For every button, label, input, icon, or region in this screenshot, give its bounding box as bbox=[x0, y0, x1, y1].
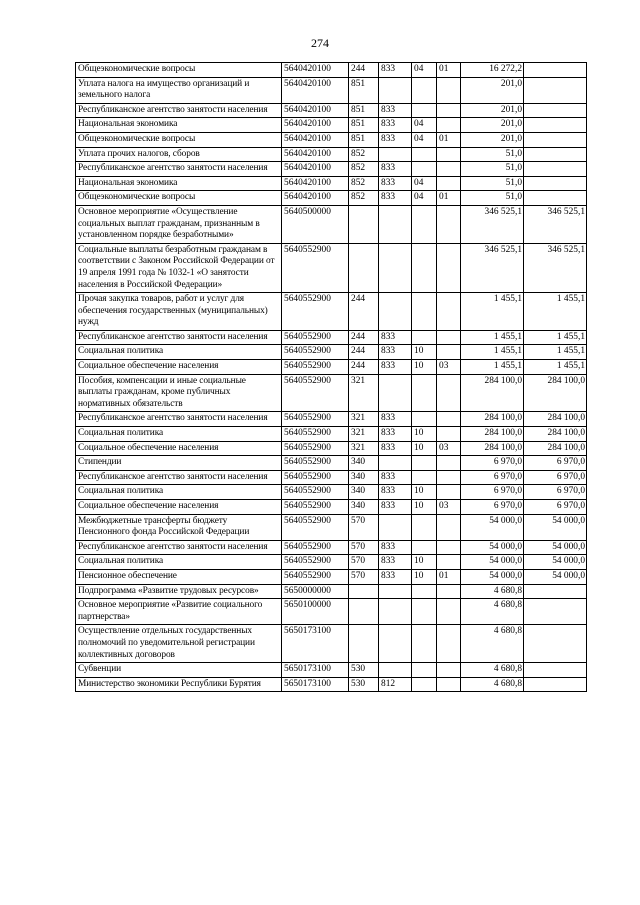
amount-2-cell bbox=[524, 663, 587, 678]
admin-code-cell bbox=[379, 514, 412, 540]
amount-2-cell: 54 000,0 bbox=[524, 555, 587, 570]
table-row bbox=[76, 132, 587, 147]
table-row bbox=[76, 345, 587, 360]
amount-2-cell: 284 100,0 bbox=[524, 441, 587, 456]
item-name-cell: Республиканское агентство занятости населения bbox=[76, 470, 282, 485]
admin-code-cell: 833 bbox=[379, 132, 412, 147]
item-name-cell: Межбюджетные трансферты бюджету Пенсионного фонда Российской Федерации bbox=[76, 514, 282, 540]
subsection-cell bbox=[437, 118, 461, 133]
expense-type-cell: 244 bbox=[349, 330, 379, 345]
amount-cell: 54 000,0 bbox=[461, 555, 524, 570]
table-row bbox=[76, 514, 587, 540]
amount-2-cell bbox=[524, 191, 587, 206]
item-name-cell: Социальные выплаты безработным гражданам в соответствии с Законом Российской Федерации от 19 апреля 1991 года № 1032-1 «О занятости населения в Российской Федерации» bbox=[76, 243, 282, 292]
amount-2-cell bbox=[524, 677, 587, 692]
expense-type-cell bbox=[349, 205, 379, 243]
subsection-cell: 01 bbox=[437, 569, 461, 584]
amount-2-cell bbox=[524, 63, 587, 78]
amount-cell: 4 680,8 bbox=[461, 663, 524, 678]
table-row bbox=[76, 103, 587, 118]
expense-type-cell: 851 bbox=[349, 77, 379, 103]
amount-2-cell: 284 100,0 bbox=[524, 412, 587, 427]
section-cell bbox=[412, 663, 437, 678]
page-number: 274 bbox=[311, 36, 329, 50]
subsection-cell: 03 bbox=[437, 441, 461, 456]
item-name-cell: Основное мероприятие «Развитие социального партнерства» bbox=[76, 599, 282, 625]
admin-code-cell: 833 bbox=[379, 540, 412, 555]
admin-code-cell: 833 bbox=[379, 412, 412, 427]
table-row bbox=[76, 500, 587, 515]
target-code-cell: 5650173100 bbox=[282, 663, 349, 678]
target-code-cell: 5650173100 bbox=[282, 625, 349, 663]
table-row bbox=[76, 677, 587, 692]
subsection-cell bbox=[437, 485, 461, 500]
expense-type-cell: 570 bbox=[349, 540, 379, 555]
item-name-cell: Министерство экономики Республики Бурятия bbox=[76, 677, 282, 692]
subsection-cell bbox=[437, 374, 461, 412]
amount-cell: 4 680,8 bbox=[461, 677, 524, 692]
section-cell bbox=[412, 514, 437, 540]
amount-2-cell: 54 000,0 bbox=[524, 514, 587, 540]
admin-code-cell: 812 bbox=[379, 677, 412, 692]
amount-cell: 51,0 bbox=[461, 162, 524, 177]
amount-2-cell: 1 455,1 bbox=[524, 293, 587, 331]
amount-cell: 51,0 bbox=[461, 147, 524, 162]
table-row bbox=[76, 555, 587, 570]
admin-code-cell bbox=[379, 77, 412, 103]
section-cell: 04 bbox=[412, 118, 437, 133]
subsection-cell bbox=[437, 663, 461, 678]
section-cell bbox=[412, 599, 437, 625]
amount-cell: 16 272,2 bbox=[461, 63, 524, 78]
amount-2-cell bbox=[524, 599, 587, 625]
target-code-cell: 5640552900 bbox=[282, 345, 349, 360]
section-cell bbox=[412, 540, 437, 555]
table-row bbox=[76, 77, 587, 103]
table-row bbox=[76, 625, 587, 663]
table-row bbox=[76, 374, 587, 412]
amount-cell: 346 525,1 bbox=[461, 205, 524, 243]
subsection-cell bbox=[437, 470, 461, 485]
amount-2-cell: 6 970,0 bbox=[524, 500, 587, 515]
amount-2-cell: 284 100,0 bbox=[524, 374, 587, 412]
item-name-cell: Социальное обеспечение населения bbox=[76, 441, 282, 456]
amount-cell: 1 455,1 bbox=[461, 360, 524, 375]
amount-2-cell: 346 525,1 bbox=[524, 205, 587, 243]
item-name-cell: Основное мероприятие «Осуществление социальных выплат гражданам, признанным в установленном порядке безработными» bbox=[76, 205, 282, 243]
section-cell bbox=[412, 162, 437, 177]
target-code-cell: 5640552900 bbox=[282, 360, 349, 375]
expense-type-cell: 340 bbox=[349, 485, 379, 500]
admin-code-cell bbox=[379, 456, 412, 471]
admin-code-cell: 833 bbox=[379, 63, 412, 78]
expense-type-cell: 851 bbox=[349, 103, 379, 118]
subsection-cell bbox=[437, 330, 461, 345]
section-cell bbox=[412, 205, 437, 243]
admin-code-cell bbox=[379, 147, 412, 162]
table-row bbox=[76, 330, 587, 345]
item-name-cell: Социальная политика bbox=[76, 485, 282, 500]
section-cell: 10 bbox=[412, 427, 437, 442]
section-cell bbox=[412, 374, 437, 412]
section-cell bbox=[412, 103, 437, 118]
expense-type-cell: 340 bbox=[349, 500, 379, 515]
amount-2-cell: 1 455,1 bbox=[524, 345, 587, 360]
target-code-cell: 5640552900 bbox=[282, 540, 349, 555]
target-code-cell: 5650000000 bbox=[282, 584, 349, 599]
item-name-cell: Подпрограмма «Развитие трудовых ресурсов» bbox=[76, 584, 282, 599]
subsection-cell: 01 bbox=[437, 63, 461, 78]
target-code-cell: 5640552900 bbox=[282, 555, 349, 570]
section-cell: 10 bbox=[412, 555, 437, 570]
amount-cell: 284 100,0 bbox=[461, 427, 524, 442]
amount-2-cell: 346 525,1 bbox=[524, 243, 587, 292]
table-row bbox=[76, 470, 587, 485]
amount-2-cell: 6 970,0 bbox=[524, 456, 587, 471]
section-cell bbox=[412, 412, 437, 427]
subsection-cell: 03 bbox=[437, 360, 461, 375]
admin-code-cell: 833 bbox=[379, 103, 412, 118]
section-cell: 10 bbox=[412, 500, 437, 515]
table-row bbox=[76, 176, 587, 191]
amount-cell: 201,0 bbox=[461, 77, 524, 103]
table-row bbox=[76, 191, 587, 206]
target-code-cell: 5640420100 bbox=[282, 118, 349, 133]
amount-cell: 54 000,0 bbox=[461, 569, 524, 584]
admin-code-cell: 833 bbox=[379, 500, 412, 515]
amount-2-cell bbox=[524, 162, 587, 177]
table-row bbox=[76, 162, 587, 177]
section-cell bbox=[412, 147, 437, 162]
amount-2-cell: 54 000,0 bbox=[524, 569, 587, 584]
admin-code-cell: 833 bbox=[379, 360, 412, 375]
section-cell bbox=[412, 677, 437, 692]
item-name-cell: Социальное обеспечение населения bbox=[76, 360, 282, 375]
subsection-cell bbox=[437, 514, 461, 540]
table-row bbox=[76, 569, 587, 584]
expense-type-cell: 244 bbox=[349, 360, 379, 375]
target-code-cell: 5640552900 bbox=[282, 374, 349, 412]
admin-code-cell bbox=[379, 625, 412, 663]
admin-code-cell: 833 bbox=[379, 330, 412, 345]
amount-cell: 6 970,0 bbox=[461, 456, 524, 471]
subsection-cell bbox=[437, 584, 461, 599]
amount-cell: 284 100,0 bbox=[461, 374, 524, 412]
target-code-cell: 5640420100 bbox=[282, 63, 349, 78]
admin-code-cell bbox=[379, 205, 412, 243]
subsection-cell: 01 bbox=[437, 191, 461, 206]
table-row bbox=[76, 663, 587, 678]
admin-code-cell bbox=[379, 374, 412, 412]
table-row bbox=[76, 456, 587, 471]
section-cell bbox=[412, 625, 437, 663]
amount-2-cell: 6 970,0 bbox=[524, 470, 587, 485]
budget-table bbox=[75, 62, 587, 692]
item-name-cell: Республиканское агентство занятости населения bbox=[76, 540, 282, 555]
target-code-cell: 5640552900 bbox=[282, 514, 349, 540]
section-cell bbox=[412, 470, 437, 485]
target-code-cell: 5640500000 bbox=[282, 205, 349, 243]
target-code-cell: 5640552900 bbox=[282, 500, 349, 515]
item-name-cell: Социальная политика bbox=[76, 555, 282, 570]
amount-2-cell: 284 100,0 bbox=[524, 427, 587, 442]
expense-type-cell: 340 bbox=[349, 470, 379, 485]
target-code-cell: 5640420100 bbox=[282, 191, 349, 206]
expense-type-cell: 340 bbox=[349, 456, 379, 471]
expense-type-cell: 321 bbox=[349, 441, 379, 456]
item-name-cell: Республиканское агентство занятости населения bbox=[76, 330, 282, 345]
target-code-cell: 5640552900 bbox=[282, 485, 349, 500]
subsection-cell bbox=[437, 205, 461, 243]
admin-code-cell bbox=[379, 243, 412, 292]
expense-type-cell: 852 bbox=[349, 162, 379, 177]
target-code-cell: 5640552900 bbox=[282, 569, 349, 584]
amount-2-cell bbox=[524, 132, 587, 147]
item-name-cell: Осуществление отдельных государственных полномочий по уведомительной регистрации коллективных договоров bbox=[76, 625, 282, 663]
expense-type-cell bbox=[349, 584, 379, 599]
expense-type-cell: 244 bbox=[349, 345, 379, 360]
target-code-cell: 5640420100 bbox=[282, 162, 349, 177]
table-row bbox=[76, 147, 587, 162]
subsection-cell bbox=[437, 77, 461, 103]
amount-2-cell: 1 455,1 bbox=[524, 330, 587, 345]
amount-cell: 54 000,0 bbox=[461, 540, 524, 555]
table-row bbox=[76, 118, 587, 133]
section-cell bbox=[412, 584, 437, 599]
admin-code-cell: 833 bbox=[379, 441, 412, 456]
target-code-cell: 5640420100 bbox=[282, 132, 349, 147]
admin-code-cell: 833 bbox=[379, 555, 412, 570]
expense-type-cell: 244 bbox=[349, 293, 379, 331]
expense-type-cell bbox=[349, 625, 379, 663]
section-cell bbox=[412, 243, 437, 292]
subsection-cell bbox=[437, 555, 461, 570]
amount-2-cell: 54 000,0 bbox=[524, 540, 587, 555]
subsection-cell bbox=[437, 243, 461, 292]
item-name-cell: Республиканское агентство занятости населения bbox=[76, 103, 282, 118]
expense-type-cell: 852 bbox=[349, 191, 379, 206]
table-row bbox=[76, 599, 587, 625]
admin-code-cell bbox=[379, 599, 412, 625]
subsection-cell bbox=[437, 625, 461, 663]
table-row bbox=[76, 243, 587, 292]
target-code-cell: 5640552900 bbox=[282, 470, 349, 485]
amount-cell: 51,0 bbox=[461, 191, 524, 206]
section-cell bbox=[412, 293, 437, 331]
target-code-cell: 5640552900 bbox=[282, 427, 349, 442]
expense-type-cell bbox=[349, 243, 379, 292]
section-cell: 10 bbox=[412, 345, 437, 360]
target-code-cell: 5640552900 bbox=[282, 456, 349, 471]
target-code-cell: 5640420100 bbox=[282, 147, 349, 162]
target-code-cell: 5640552900 bbox=[282, 441, 349, 456]
section-cell bbox=[412, 77, 437, 103]
amount-cell: 4 680,8 bbox=[461, 584, 524, 599]
amount-cell: 201,0 bbox=[461, 103, 524, 118]
expense-type-cell: 851 bbox=[349, 118, 379, 133]
item-name-cell: Республиканское агентство занятости населения bbox=[76, 412, 282, 427]
table-row bbox=[76, 485, 587, 500]
item-name-cell: Социальная политика bbox=[76, 427, 282, 442]
admin-code-cell: 833 bbox=[379, 191, 412, 206]
item-name-cell: Социальное обеспечение населения bbox=[76, 500, 282, 515]
expense-type-cell bbox=[349, 599, 379, 625]
subsection-cell bbox=[437, 176, 461, 191]
subsection-cell: 01 bbox=[437, 132, 461, 147]
amount-cell: 54 000,0 bbox=[461, 514, 524, 540]
expense-type-cell: 570 bbox=[349, 569, 379, 584]
admin-code-cell: 833 bbox=[379, 470, 412, 485]
amount-2-cell: 6 970,0 bbox=[524, 485, 587, 500]
section-cell bbox=[412, 456, 437, 471]
amount-cell: 6 970,0 bbox=[461, 470, 524, 485]
subsection-cell bbox=[437, 103, 461, 118]
table-row bbox=[76, 293, 587, 331]
target-code-cell: 5640420100 bbox=[282, 176, 349, 191]
expense-type-cell: 530 bbox=[349, 677, 379, 692]
expense-type-cell: 321 bbox=[349, 374, 379, 412]
expense-type-cell: 321 bbox=[349, 427, 379, 442]
item-name-cell: Пособия, компенсации и иные социальные выплаты гражданам, кроме публичных нормативных обязательств bbox=[76, 374, 282, 412]
item-name-cell: Общеэкономические вопросы bbox=[76, 63, 282, 78]
admin-code-cell: 833 bbox=[379, 176, 412, 191]
amount-2-cell bbox=[524, 103, 587, 118]
expense-type-cell: 570 bbox=[349, 514, 379, 540]
subsection-cell bbox=[437, 293, 461, 331]
target-code-cell: 5650173100 bbox=[282, 677, 349, 692]
subsection-cell bbox=[437, 147, 461, 162]
amount-cell: 4 680,8 bbox=[461, 599, 524, 625]
admin-code-cell bbox=[379, 584, 412, 599]
amount-cell: 6 970,0 bbox=[461, 500, 524, 515]
expense-type-cell: 852 bbox=[349, 147, 379, 162]
section-cell: 04 bbox=[412, 132, 437, 147]
section-cell: 10 bbox=[412, 485, 437, 500]
expense-type-cell: 852 bbox=[349, 176, 379, 191]
item-name-cell: Республиканское агентство занятости населения bbox=[76, 162, 282, 177]
section-cell: 04 bbox=[412, 191, 437, 206]
section-cell: 10 bbox=[412, 441, 437, 456]
target-code-cell: 5640552900 bbox=[282, 243, 349, 292]
expense-type-cell: 570 bbox=[349, 555, 379, 570]
item-name-cell: Пенсионное обеспечение bbox=[76, 569, 282, 584]
amount-cell: 284 100,0 bbox=[461, 441, 524, 456]
item-name-cell: Национальная экономика bbox=[76, 176, 282, 191]
item-name-cell: Уплата прочих налогов, сборов bbox=[76, 147, 282, 162]
expense-type-cell: 244 bbox=[349, 63, 379, 78]
admin-code-cell: 833 bbox=[379, 569, 412, 584]
subsection-cell: 03 bbox=[437, 500, 461, 515]
amount-2-cell bbox=[524, 584, 587, 599]
subsection-cell bbox=[437, 427, 461, 442]
amount-cell: 1 455,1 bbox=[461, 293, 524, 331]
subsection-cell bbox=[437, 412, 461, 427]
section-cell: 04 bbox=[412, 63, 437, 78]
admin-code-cell: 833 bbox=[379, 427, 412, 442]
subsection-cell bbox=[437, 162, 461, 177]
item-name-cell: Национальная экономика bbox=[76, 118, 282, 133]
amount-2-cell bbox=[524, 625, 587, 663]
amount-cell: 201,0 bbox=[461, 132, 524, 147]
table-row bbox=[76, 427, 587, 442]
target-code-cell: 5650100000 bbox=[282, 599, 349, 625]
amount-cell: 1 455,1 bbox=[461, 330, 524, 345]
amount-cell: 6 970,0 bbox=[461, 485, 524, 500]
table-row bbox=[76, 441, 587, 456]
amount-cell: 284 100,0 bbox=[461, 412, 524, 427]
amount-2-cell bbox=[524, 118, 587, 133]
target-code-cell: 5640420100 bbox=[282, 103, 349, 118]
section-cell bbox=[412, 330, 437, 345]
admin-code-cell: 833 bbox=[379, 345, 412, 360]
item-name-cell: Социальная политика bbox=[76, 345, 282, 360]
item-name-cell: Общеэкономические вопросы bbox=[76, 191, 282, 206]
table-row bbox=[76, 205, 587, 243]
table-row bbox=[76, 584, 587, 599]
item-name-cell: Субвенции bbox=[76, 663, 282, 678]
amount-2-cell: 1 455,1 bbox=[524, 360, 587, 375]
amount-2-cell bbox=[524, 147, 587, 162]
item-name-cell: Прочая закупка товаров, работ и услуг для обеспечения государственных (муниципальных) нужд bbox=[76, 293, 282, 331]
target-code-cell: 5640552900 bbox=[282, 412, 349, 427]
amount-2-cell bbox=[524, 77, 587, 103]
section-cell: 10 bbox=[412, 569, 437, 584]
subsection-cell bbox=[437, 456, 461, 471]
target-code-cell: 5640552900 bbox=[282, 293, 349, 331]
admin-code-cell: 833 bbox=[379, 118, 412, 133]
amount-cell: 346 525,1 bbox=[461, 243, 524, 292]
amount-cell: 51,0 bbox=[461, 176, 524, 191]
expense-type-cell: 321 bbox=[349, 412, 379, 427]
table-row bbox=[76, 412, 587, 427]
section-cell: 10 bbox=[412, 360, 437, 375]
section-cell: 04 bbox=[412, 176, 437, 191]
table-row bbox=[76, 360, 587, 375]
subsection-cell bbox=[437, 345, 461, 360]
subsection-cell bbox=[437, 677, 461, 692]
subsection-cell bbox=[437, 540, 461, 555]
item-name-cell: Стипендии bbox=[76, 456, 282, 471]
item-name-cell: Уплата налога на имущество организаций и земельного налога bbox=[76, 77, 282, 103]
admin-code-cell: 833 bbox=[379, 162, 412, 177]
table-row bbox=[76, 63, 587, 78]
target-code-cell: 5640552900 bbox=[282, 330, 349, 345]
table-row bbox=[76, 540, 587, 555]
amount-cell: 4 680,8 bbox=[461, 625, 524, 663]
admin-code-cell bbox=[379, 663, 412, 678]
admin-code-cell bbox=[379, 293, 412, 331]
target-code-cell: 5640420100 bbox=[282, 77, 349, 103]
expense-type-cell: 851 bbox=[349, 132, 379, 147]
expense-type-cell: 530 bbox=[349, 663, 379, 678]
amount-cell: 1 455,1 bbox=[461, 345, 524, 360]
amount-cell: 201,0 bbox=[461, 118, 524, 133]
subsection-cell bbox=[437, 599, 461, 625]
amount-2-cell bbox=[524, 176, 587, 191]
item-name-cell: Общеэкономические вопросы bbox=[76, 132, 282, 147]
admin-code-cell: 833 bbox=[379, 485, 412, 500]
